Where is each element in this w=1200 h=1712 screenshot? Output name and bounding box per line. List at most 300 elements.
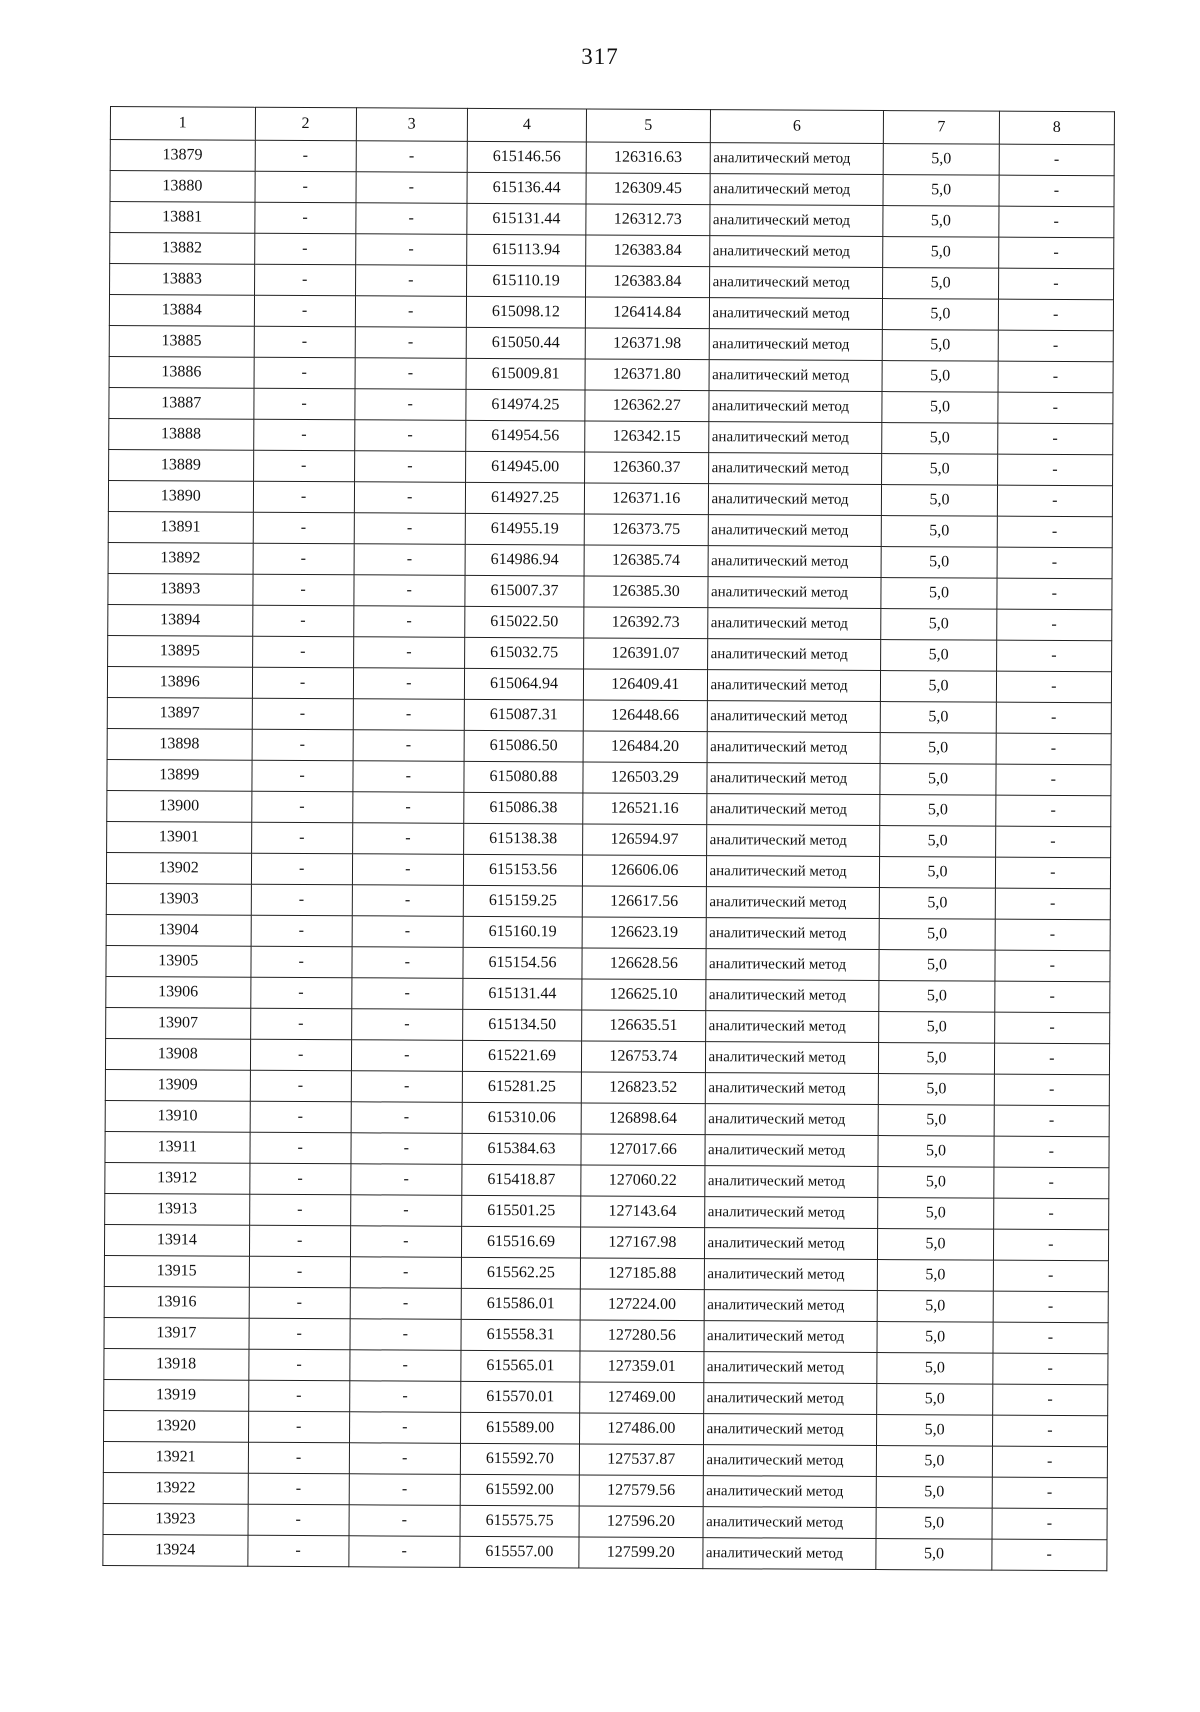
point-number-cell: 13902 (106, 852, 251, 884)
accuracy-cell: 5,0 (881, 547, 996, 579)
method-cell: аналитический метод (704, 1228, 878, 1260)
column-8-cell: - (993, 1322, 1109, 1354)
column-2-cell: - (254, 233, 355, 265)
y-coordinate-cell: 126316.63 (586, 142, 710, 174)
y-coordinate-cell: 126383.84 (586, 266, 710, 298)
column-2-cell: - (255, 171, 356, 203)
accuracy-cell: 5,0 (883, 268, 998, 300)
method-cell: аналитический метод (703, 1507, 877, 1539)
point-number-cell: 13901 (107, 821, 252, 853)
column-2-cell: - (253, 388, 354, 420)
column-3-cell: - (350, 1195, 461, 1227)
method-cell: аналитический метод (702, 1538, 876, 1570)
point-number-cell: 13889 (109, 449, 254, 481)
method-cell: аналитический метод (703, 1383, 877, 1415)
accuracy-cell: 5,0 (881, 671, 996, 703)
y-coordinate-cell: 126409.41 (584, 669, 708, 701)
column-2-cell: - (249, 1287, 350, 1319)
point-number-cell: 13903 (106, 883, 251, 915)
column-8-cell: - (992, 1353, 1108, 1385)
method-cell: аналитический метод (704, 1197, 878, 1229)
accuracy-cell: 5,0 (878, 1260, 993, 1292)
accuracy-cell: 5,0 (878, 1291, 993, 1323)
column-header: 7 (884, 111, 999, 145)
column-3-cell: - (349, 1474, 460, 1506)
column-3-cell: - (353, 637, 464, 669)
column-2-cell: - (248, 1349, 349, 1381)
point-number-cell: 13888 (109, 418, 254, 450)
x-coordinate-cell: 615087.31 (464, 699, 583, 731)
y-coordinate-cell: 126594.97 (583, 824, 707, 856)
accuracy-cell: 5,0 (880, 857, 995, 889)
method-cell: аналитический метод (709, 298, 883, 330)
column-2-cell: - (251, 946, 352, 978)
x-coordinate-cell: 615592.00 (460, 1474, 579, 1506)
method-cell: аналитический метод (706, 794, 880, 826)
column-3-cell: - (356, 172, 467, 204)
column-3-cell: - (355, 296, 466, 328)
x-coordinate-cell: 615501.25 (462, 1195, 581, 1227)
accuracy-cell: 5,0 (876, 1539, 991, 1571)
y-coordinate-cell: 126391.07 (584, 638, 708, 670)
method-cell: аналитический метод (707, 639, 881, 671)
method-cell: аналитический метод (703, 1352, 877, 1384)
method-cell: аналитический метод (710, 174, 884, 206)
column-8-cell: - (993, 1291, 1109, 1323)
x-coordinate-cell: 615557.00 (460, 1536, 579, 1568)
method-cell: аналитический метод (706, 856, 880, 888)
x-coordinate-cell: 615032.75 (464, 637, 583, 669)
column-8-cell: - (992, 1477, 1108, 1509)
column-2-cell: - (248, 1411, 349, 1443)
column-8-cell: - (997, 516, 1113, 548)
accuracy-cell: 5,0 (879, 1012, 994, 1044)
column-8-cell: - (998, 237, 1114, 269)
column-3-cell: - (349, 1412, 460, 1444)
x-coordinate-cell: 615310.06 (462, 1102, 581, 1134)
method-cell: аналитический метод (708, 391, 882, 423)
x-coordinate-cell: 614945.00 (465, 451, 584, 483)
column-8-cell: - (995, 826, 1111, 858)
column-8-cell: - (996, 702, 1112, 734)
x-coordinate-cell: 615159.25 (463, 885, 582, 917)
accuracy-cell: 5,0 (883, 299, 998, 331)
page-number: 317 (581, 44, 619, 69)
column-2-cell: - (250, 1101, 351, 1133)
column-8-cell: - (996, 764, 1112, 796)
x-coordinate-cell: 615086.50 (464, 730, 583, 762)
column-3-cell: - (351, 1071, 462, 1103)
column-2-cell: - (250, 1039, 351, 1071)
accuracy-cell: 5,0 (877, 1322, 992, 1354)
y-coordinate-cell: 126503.29 (583, 762, 707, 794)
y-coordinate-cell: 127167.98 (581, 1227, 705, 1259)
x-coordinate-cell: 615146.56 (467, 141, 586, 173)
column-8-cell: - (998, 268, 1114, 300)
method-cell: аналитический метод (709, 329, 883, 361)
column-8-cell: - (997, 485, 1113, 517)
x-coordinate-cell: 614954.56 (466, 420, 585, 452)
point-number-cell: 13898 (107, 728, 252, 760)
accuracy-cell: 5,0 (882, 392, 997, 424)
point-number-cell: 13892 (108, 542, 253, 574)
method-cell: аналитический метод (708, 484, 882, 516)
accuracy-cell: 5,0 (880, 919, 995, 951)
column-3-cell: - (355, 327, 466, 359)
accuracy-cell: 5,0 (877, 1353, 992, 1385)
y-coordinate-cell: 126392.73 (584, 607, 708, 639)
y-coordinate-cell: 126484.20 (583, 731, 707, 763)
point-number-cell: 13897 (107, 697, 252, 729)
column-3-cell: - (352, 854, 463, 886)
y-coordinate-cell: 126373.75 (584, 514, 708, 546)
column-2-cell: - (252, 667, 353, 699)
column-2-cell: - (250, 1070, 351, 1102)
point-number-cell: 13909 (105, 1069, 250, 1101)
point-number-cell: 13899 (107, 759, 252, 791)
method-cell: аналитический метод (704, 1259, 878, 1291)
column-3-cell: - (350, 1164, 461, 1196)
column-3-cell: - (355, 389, 466, 421)
y-coordinate-cell: 126617.56 (582, 886, 706, 918)
method-cell: аналитический метод (706, 825, 880, 857)
y-coordinate-cell: 126448.66 (583, 700, 707, 732)
column-3-cell: - (353, 730, 464, 762)
method-cell: аналитический метод (709, 205, 883, 237)
accuracy-cell: 5,0 (884, 144, 999, 176)
accuracy-cell: 5,0 (880, 764, 995, 796)
accuracy-cell: 5,0 (879, 1074, 994, 1106)
column-header: 8 (999, 111, 1115, 145)
column-8-cell: - (993, 1167, 1109, 1199)
method-cell: аналитический метод (703, 1476, 877, 1508)
x-coordinate-cell: 615418.87 (462, 1164, 581, 1196)
x-coordinate-cell: 615098.12 (466, 296, 585, 328)
method-cell: аналитический метод (704, 1166, 878, 1198)
x-coordinate-cell: 615050.44 (466, 327, 585, 359)
x-coordinate-cell: 615570.01 (461, 1381, 580, 1413)
column-3-cell: - (354, 451, 465, 483)
y-coordinate-cell: 127017.66 (581, 1134, 705, 1166)
column-2-cell: - (254, 264, 355, 296)
method-cell: аналитический метод (703, 1445, 877, 1477)
x-coordinate-cell: 615153.56 (463, 854, 582, 886)
x-coordinate-cell: 615160.19 (463, 916, 582, 948)
column-3-cell: - (350, 1226, 461, 1258)
point-number-cell: 13891 (108, 511, 253, 543)
point-number-cell: 13883 (110, 264, 255, 296)
column-8-cell: - (995, 795, 1111, 827)
column-2-cell: - (251, 853, 352, 885)
column-8-cell: - (998, 206, 1114, 238)
x-coordinate-cell: 615565.01 (461, 1350, 580, 1382)
point-number-cell: 13881 (110, 202, 255, 234)
method-cell: аналитический метод (707, 701, 881, 733)
column-3-cell: - (349, 1381, 460, 1413)
column-3-cell: - (354, 544, 465, 576)
column-2-cell: - (251, 760, 352, 792)
point-number-cell: 13907 (106, 1007, 251, 1039)
point-number-cell: 13879 (110, 140, 255, 172)
y-coordinate-cell: 126360.37 (585, 452, 709, 484)
x-coordinate-cell: 615086.38 (464, 792, 583, 824)
method-cell: аналитический метод (705, 1073, 879, 1105)
method-cell: аналитический метод (707, 608, 881, 640)
x-coordinate-cell: 615384.63 (462, 1133, 581, 1165)
method-cell: аналитический метод (708, 422, 882, 454)
accuracy-cell: 5,0 (880, 733, 995, 765)
column-3-cell: - (353, 699, 464, 731)
point-number-cell: 13911 (105, 1131, 250, 1163)
point-number-cell: 13912 (105, 1162, 250, 1194)
point-number-cell: 13884 (109, 295, 254, 327)
method-cell: аналитический метод (705, 980, 879, 1012)
x-coordinate-cell: 615558.31 (461, 1319, 580, 1351)
column-2-cell: - (253, 450, 354, 482)
x-coordinate-cell: 615131.44 (467, 203, 586, 235)
column-8-cell: - (995, 857, 1111, 889)
method-cell: аналитический метод (707, 732, 881, 764)
column-8-cell: - (994, 1074, 1110, 1106)
column-8-cell: - (998, 330, 1114, 362)
column-8-cell: - (996, 640, 1112, 672)
column-8-cell: - (993, 1198, 1109, 1230)
y-coordinate-cell: 127359.01 (580, 1351, 704, 1383)
accuracy-cell: 5,0 (882, 454, 997, 486)
column-3-cell: - (354, 420, 465, 452)
column-2-cell: - (253, 512, 354, 544)
column-header: 6 (710, 110, 884, 144)
column-2-cell: - (249, 1318, 350, 1350)
point-number-cell: 13915 (104, 1255, 249, 1287)
y-coordinate-cell: 126606.06 (583, 855, 707, 887)
accuracy-cell: 5,0 (883, 175, 998, 207)
column-2-cell: - (252, 636, 353, 668)
column-2-cell: - (252, 698, 353, 730)
x-coordinate-cell: 615589.00 (460, 1412, 579, 1444)
y-coordinate-cell: 126371.80 (585, 359, 709, 391)
x-coordinate-cell: 615080.88 (464, 761, 583, 793)
point-number-cell: 13905 (106, 945, 251, 977)
y-coordinate-cell: 126362.27 (585, 390, 709, 422)
y-coordinate-cell: 127486.00 (580, 1413, 704, 1445)
x-coordinate-cell: 615575.75 (460, 1505, 579, 1537)
column-3-cell: - (351, 1009, 462, 1041)
x-coordinate-cell: 614986.94 (465, 544, 584, 576)
accuracy-cell: 5,0 (878, 1167, 993, 1199)
x-coordinate-cell: 614974.25 (466, 389, 585, 421)
column-8-cell: - (996, 733, 1112, 765)
y-coordinate-cell: 127060.22 (581, 1165, 705, 1197)
column-header: 5 (586, 109, 710, 143)
method-cell: аналитический метод (708, 546, 882, 578)
method-cell: аналитический метод (708, 453, 882, 485)
method-cell: аналитический метод (706, 918, 880, 950)
accuracy-cell: 5,0 (877, 1384, 992, 1416)
x-coordinate-cell: 615007.37 (465, 575, 584, 607)
column-2-cell: - (254, 326, 355, 358)
x-coordinate-cell: 615138.38 (463, 823, 582, 855)
accuracy-cell: 5,0 (880, 826, 995, 858)
column-3-cell: - (354, 513, 465, 545)
column-8-cell: - (997, 578, 1113, 610)
accuracy-cell: 5,0 (881, 578, 996, 610)
point-number-cell: 13910 (105, 1100, 250, 1132)
y-coordinate-cell: 126385.74 (584, 545, 708, 577)
point-number-cell: 13914 (104, 1224, 249, 1256)
accuracy-cell: 5,0 (881, 609, 996, 641)
method-cell: аналитический метод (705, 1104, 879, 1136)
column-2-cell: - (251, 915, 352, 947)
accuracy-cell: 5,0 (880, 795, 995, 827)
column-2-cell: - (249, 1194, 350, 1226)
y-coordinate-cell: 127537.87 (580, 1444, 704, 1476)
column-8-cell: - (997, 547, 1113, 579)
point-number-cell: 13918 (104, 1348, 249, 1380)
column-3-cell: - (349, 1505, 460, 1537)
y-coordinate-cell: 126414.84 (586, 297, 710, 329)
column-2-cell: - (247, 1535, 348, 1567)
accuracy-cell: 5,0 (882, 423, 997, 455)
column-3-cell: - (349, 1536, 460, 1568)
accuracy-cell: 5,0 (881, 640, 996, 672)
column-2-cell: - (253, 481, 354, 513)
column-8-cell: - (994, 1105, 1110, 1137)
column-3-cell: - (356, 203, 467, 235)
column-8-cell: - (998, 299, 1114, 331)
y-coordinate-cell: 126312.73 (586, 204, 710, 236)
x-coordinate-cell: 615110.19 (466, 265, 585, 297)
column-3-cell: - (351, 1102, 462, 1134)
y-coordinate-cell: 127596.20 (579, 1506, 703, 1538)
column-8-cell: - (999, 175, 1115, 207)
y-coordinate-cell: 126625.10 (582, 979, 706, 1011)
accuracy-cell: 5,0 (878, 1229, 993, 1261)
point-number-cell: 13922 (103, 1472, 248, 1504)
column-8-cell: - (993, 1260, 1109, 1292)
y-coordinate-cell: 127185.88 (580, 1258, 704, 1290)
accuracy-cell: 5,0 (879, 1105, 994, 1137)
column-8-cell: - (992, 1508, 1108, 1540)
method-cell: аналитический метод (710, 143, 884, 175)
column-2-cell: - (249, 1256, 350, 1288)
y-coordinate-cell: 126628.56 (582, 948, 706, 980)
point-number-cell: 13917 (104, 1317, 249, 1349)
accuracy-cell: 5,0 (878, 1136, 993, 1168)
column-2-cell: - (251, 822, 352, 854)
accuracy-cell: 5,0 (879, 981, 994, 1013)
method-cell: аналитический метод (706, 763, 880, 795)
column-8-cell: - (995, 950, 1111, 982)
column-header: 3 (356, 108, 467, 142)
column-3-cell: - (354, 575, 465, 607)
column-header: 4 (467, 108, 586, 142)
x-coordinate-cell: 615221.69 (462, 1040, 581, 1072)
column-3-cell: - (353, 668, 464, 700)
column-2-cell: - (255, 140, 356, 172)
column-2-cell: - (248, 1473, 349, 1505)
point-number-cell: 13916 (104, 1286, 249, 1318)
y-coordinate-cell: 127224.00 (580, 1289, 704, 1321)
column-2-cell: - (251, 884, 352, 916)
y-coordinate-cell: 127280.56 (580, 1320, 704, 1352)
accuracy-cell: 5,0 (881, 702, 996, 734)
column-3-cell: - (352, 885, 463, 917)
point-number-cell: 13913 (105, 1193, 250, 1225)
column-3-cell: - (351, 1040, 462, 1072)
column-3-cell: - (354, 482, 465, 514)
column-8-cell: - (996, 671, 1112, 703)
accuracy-cell: 5,0 (882, 485, 997, 517)
table-header-row (110, 107, 1114, 145)
accuracy-cell: 5,0 (877, 1446, 992, 1478)
y-coordinate-cell: 126823.52 (581, 1072, 705, 1104)
point-number-cell: 13893 (108, 573, 253, 605)
column-8-cell: - (995, 888, 1111, 920)
column-header: 2 (255, 107, 356, 141)
column-8-cell: - (996, 609, 1112, 641)
method-cell: аналитический метод (705, 949, 879, 981)
column-header: 1 (110, 107, 255, 141)
point-number-cell: 13923 (103, 1503, 248, 1535)
point-number-cell: 13895 (108, 635, 253, 667)
x-coordinate-cell: 615586.01 (461, 1288, 580, 1320)
column-2-cell: - (254, 357, 355, 389)
accuracy-cell: 5,0 (879, 1043, 994, 1075)
column-3-cell: - (350, 1257, 461, 1289)
point-number-cell: 13908 (105, 1038, 250, 1070)
column-8-cell: - (999, 144, 1115, 176)
y-coordinate-cell: 126635.51 (582, 1010, 706, 1042)
y-coordinate-cell: 126521.16 (583, 793, 707, 825)
column-8-cell: - (995, 919, 1111, 951)
column-2-cell: - (249, 1163, 350, 1195)
x-coordinate-cell: 615154.56 (463, 947, 582, 979)
x-coordinate-cell: 615281.25 (462, 1071, 581, 1103)
method-cell: аналитический метод (709, 236, 883, 268)
x-coordinate-cell: 615113.94 (467, 234, 586, 266)
method-cell: аналитический метод (705, 1011, 879, 1043)
column-8-cell: - (994, 1136, 1110, 1168)
point-number-cell: 13886 (109, 356, 254, 388)
method-cell: аналитический метод (708, 515, 882, 547)
method-cell: аналитический метод (703, 1414, 877, 1446)
column-3-cell: - (352, 947, 463, 979)
column-3-cell: - (356, 141, 467, 173)
y-coordinate-cell: 126309.45 (586, 173, 710, 205)
column-8-cell: - (993, 1229, 1109, 1261)
point-number-cell: 13920 (104, 1410, 249, 1442)
column-8-cell: - (997, 454, 1113, 486)
x-coordinate-cell: 614955.19 (465, 513, 584, 545)
column-3-cell: - (352, 792, 463, 824)
column-2-cell: - (249, 1225, 350, 1257)
point-number-cell: 13906 (106, 976, 251, 1008)
x-coordinate-cell: 615134.50 (462, 1009, 581, 1041)
method-cell: аналитический метод (707, 577, 881, 609)
accuracy-cell: 5,0 (877, 1415, 992, 1447)
column-2-cell: - (253, 543, 354, 575)
accuracy-cell: 5,0 (878, 1198, 993, 1230)
x-coordinate-cell: 615136.44 (467, 172, 586, 204)
y-coordinate-cell: 127469.00 (580, 1382, 704, 1414)
column-3-cell: - (350, 1319, 461, 1351)
column-8-cell: - (998, 392, 1114, 424)
column-2-cell: - (253, 419, 354, 451)
column-3-cell: - (351, 978, 462, 1010)
point-number-cell: 13890 (108, 480, 253, 512)
column-2-cell: - (252, 729, 353, 761)
